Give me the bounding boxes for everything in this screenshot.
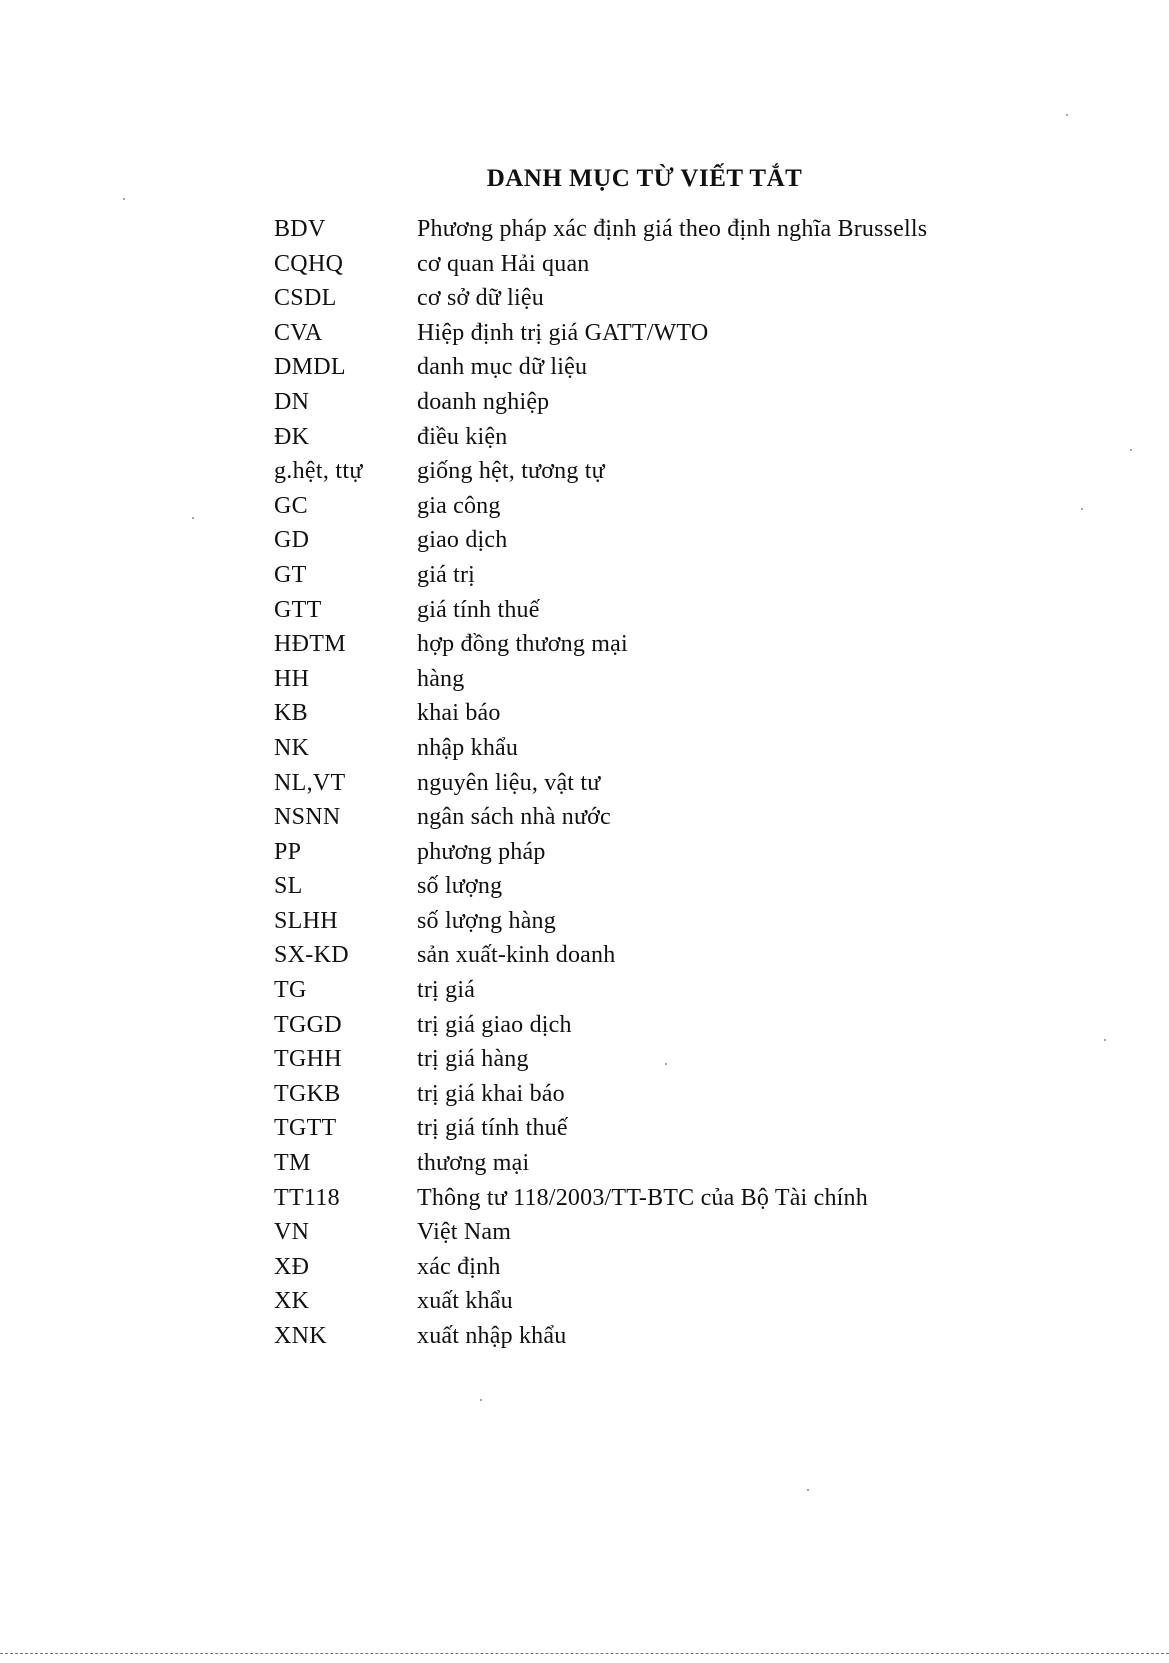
abbreviation-definition: xuất nhập khẩu: [417, 1323, 567, 1349]
abbreviation-row: [274, 385, 1134, 420]
abbreviation-row: [274, 1008, 1134, 1043]
abbreviation-row: [274, 1146, 1134, 1181]
abbreviation-term: CVA: [274, 319, 323, 346]
abbreviation-row: [274, 1181, 1134, 1216]
abbreviation-row: [274, 800, 1134, 835]
abbreviation-definition: doanh nghiệp: [417, 388, 550, 415]
abbreviation-row: [274, 593, 1134, 628]
abbreviation-definition: trị giá hàng: [417, 1046, 529, 1073]
abbreviation-term: SLHH: [274, 907, 338, 934]
abbreviation-definition: cơ quan Hải quan: [417, 250, 590, 277]
abbreviation-term: BDV: [274, 216, 326, 242]
abbreviation-definition: giống hệt, tương tự: [417, 458, 605, 485]
abbreviation-definition: Việt Nam: [417, 1219, 512, 1246]
abbreviation-definition: thương mại: [417, 1150, 530, 1177]
abbreviation-term: GTT: [274, 596, 322, 623]
abbreviation-term: TGHH: [274, 1046, 342, 1073]
abbreviation-definition: ngân sách nhà nước: [417, 804, 611, 831]
abbreviation-definition: danh mục dữ liệu: [417, 354, 588, 381]
abbreviation-term: SL: [274, 873, 303, 900]
abbreviation-definition: xuất khẩu: [417, 1288, 513, 1315]
abbreviation-row: [274, 938, 1134, 973]
abbreviation-row: [274, 247, 1134, 282]
abbreviation-term: TGKB: [274, 1080, 341, 1107]
abbreviation-row: [274, 766, 1134, 801]
abbreviation-definition: phương pháp: [417, 838, 546, 865]
abbreviation-definition: trị giá giao dịch: [417, 1011, 572, 1038]
abbreviation-row: [274, 212, 1134, 247]
abbreviation-term: NL,VT: [274, 769, 346, 796]
abbreviation-definition: trị giá khai báo: [417, 1080, 565, 1107]
abbreviation-list: [274, 212, 1134, 1354]
abbreviation-row: [274, 1319, 1134, 1354]
abbreviation-row: [274, 1250, 1134, 1285]
abbreviation-term: DN: [274, 388, 310, 415]
abbreviation-row: [274, 1042, 1134, 1077]
abbreviation-term: TT118: [274, 1184, 340, 1211]
abbreviation-term: NSNN: [274, 804, 341, 831]
scan-speck: [192, 517, 194, 519]
abbreviation-row: [274, 281, 1134, 316]
abbreviation-definition: hàng: [417, 665, 465, 692]
abbreviation-term: XNK: [274, 1323, 327, 1349]
abbreviation-definition: xác định: [417, 1253, 501, 1280]
abbreviation-row: [274, 523, 1134, 558]
abbreviation-term: GD: [274, 527, 310, 554]
abbreviation-term: VN: [274, 1219, 310, 1246]
abbreviation-row: [274, 1215, 1134, 1250]
abbreviation-term: KB: [274, 700, 308, 727]
abbreviation-term: HĐTM: [274, 631, 346, 658]
abbreviation-row: [274, 1111, 1134, 1146]
abbreviation-term: GT: [274, 561, 307, 588]
page-bottom-rule: [0, 1653, 1169, 1654]
scan-speck: [1104, 1039, 1106, 1041]
abbreviation-row: [274, 869, 1134, 904]
abbreviation-term: TGGD: [274, 1011, 342, 1038]
abbreviation-row: [274, 454, 1134, 489]
scan-speck: [1066, 114, 1068, 116]
scan-speck: [480, 1399, 482, 1401]
abbreviation-term: CQHQ: [274, 250, 344, 277]
scan-speck: [123, 198, 125, 200]
abbreviation-definition: trị giá: [417, 977, 476, 1004]
abbreviation-definition: gia công: [417, 492, 501, 519]
abbreviation-row: [274, 1284, 1134, 1319]
abbreviation-row: [274, 973, 1134, 1008]
abbreviation-definition: hợp đồng thương mại: [417, 631, 628, 658]
scan-speck: [1130, 449, 1132, 451]
abbreviation-row: [274, 696, 1134, 731]
abbreviation-definition: giá trị: [417, 561, 476, 588]
abbreviation-row: [274, 350, 1134, 385]
scan-speck: [807, 1489, 809, 1491]
abbreviation-definition: điều kiện: [417, 423, 508, 450]
abbreviation-definition: sản xuất-kinh doanh: [417, 942, 616, 969]
abbreviation-term: ĐK: [274, 423, 310, 450]
abbreviation-definition: Hiệp định trị giá GATT/WTO: [417, 319, 709, 346]
abbreviation-definition: Phương pháp xác định giá theo định nghĩa Brussells: [417, 216, 928, 242]
abbreviation-term: HH: [274, 665, 310, 692]
abbreviation-row: [274, 316, 1134, 351]
abbreviation-definition: số lượng hàng: [417, 907, 556, 934]
abbreviation-term: DMDL: [274, 354, 346, 381]
abbreviation-definition: nguyên liệu, vật tư: [417, 769, 601, 796]
abbreviation-row: [274, 420, 1134, 455]
abbreviation-row: [274, 904, 1134, 939]
abbreviation-term: NK: [274, 734, 310, 761]
abbreviation-row: [274, 558, 1134, 593]
abbreviation-row: [274, 1077, 1134, 1112]
abbreviation-term: TGTT: [274, 1115, 337, 1142]
page-title: DANH MỤC TỪ VIẾT TẮT: [486, 165, 803, 192]
abbreviation-definition: Thông tư 118/2003/TT-BTC của Bộ Tài chính: [417, 1184, 868, 1211]
abbreviation-definition: giá tính thuế: [417, 596, 540, 623]
abbreviation-definition: khai báo: [417, 700, 501, 727]
abbreviation-term: GC: [274, 492, 308, 519]
abbreviation-row: [274, 489, 1134, 524]
abbreviation-definition: nhập khẩu: [417, 734, 519, 761]
scan-speck: [665, 1063, 667, 1065]
abbreviation-definition: trị giá tính thuế: [417, 1115, 568, 1142]
abbreviation-definition: số lượng: [417, 873, 503, 900]
abbreviation-term: TG: [274, 977, 307, 1004]
abbreviation-term: XK: [274, 1288, 310, 1315]
abbreviation-term: SX-KD: [274, 942, 349, 969]
abbreviation-term: PP: [274, 838, 302, 865]
abbreviation-row: [274, 731, 1134, 766]
abbreviation-term: XĐ: [274, 1253, 310, 1280]
scan-speck: [1081, 508, 1083, 510]
abbreviation-row: [274, 835, 1134, 870]
abbreviation-definition: giao dịch: [417, 527, 508, 554]
abbreviation-definition: cơ sở dữ liệu: [417, 285, 544, 312]
abbreviation-term: g.hệt, ttự: [274, 458, 363, 485]
abbreviation-row: [274, 662, 1134, 697]
abbreviation-row: [274, 627, 1134, 662]
abbreviation-term: CSDL: [274, 285, 337, 312]
abbreviation-term: TM: [274, 1150, 311, 1177]
